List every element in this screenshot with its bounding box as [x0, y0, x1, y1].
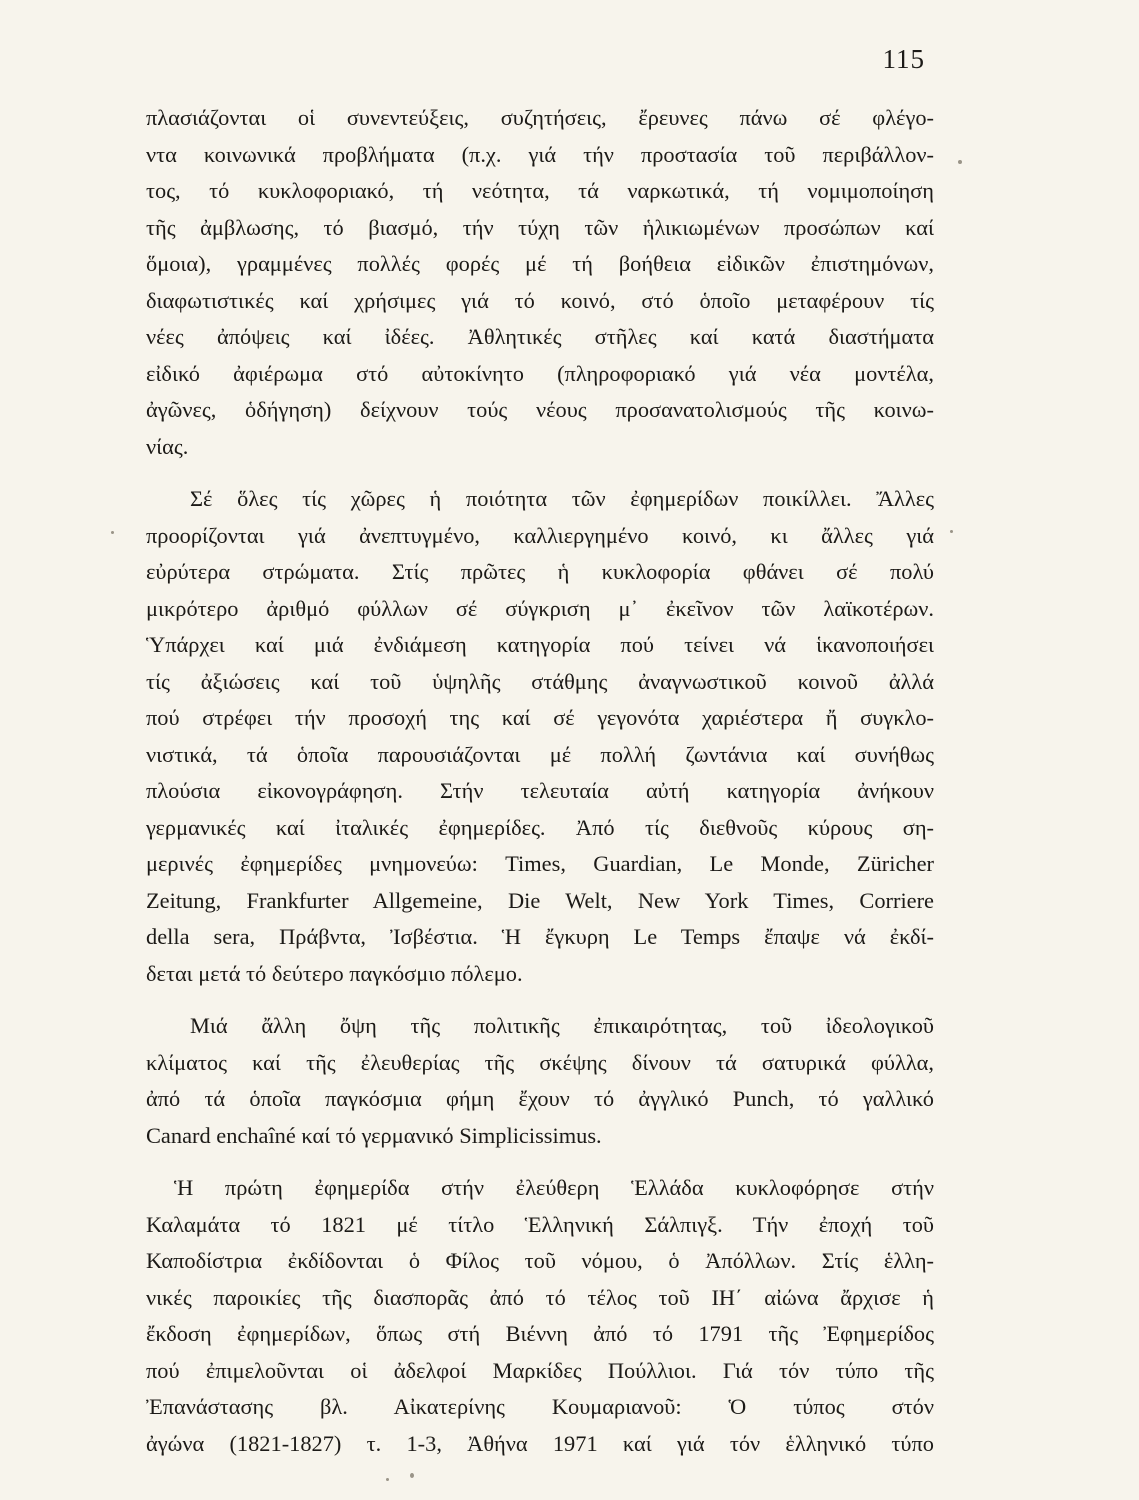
text-line: νίας.	[146, 433, 189, 459]
scan-speck	[958, 160, 962, 164]
text-line: εὐρύτερα στρώματα. Στίς πρῶτες ἡ κυκλοφορία φθάνει σέ πολύ	[146, 559, 934, 584]
paragraph-3	[146, 1008, 934, 1154]
text-line: τος, τό κυκλοφοριακό, τή νεότητα, τά ναρκωτικά, τή νομιμοποίηση	[146, 178, 934, 203]
scan-speck	[386, 1478, 389, 1481]
paragraph-2	[146, 481, 934, 992]
text-line: ντα κοινωνικά προβλήματα (π.χ. γιά τήν προστασία τοῦ περιβάλλον-	[146, 141, 934, 167]
text-line: ἀγῶνες, ὁδήγηση) δείχνουν τούς νέους προσανατολισμούς τῆς κοινω-	[146, 397, 934, 422]
text-line: Καποδίστρια ἐκδίδονται ὁ Φίλος τοῦ νόμου, ὁ Ἀπόλλων. Στίς ἑλλη-	[146, 1248, 934, 1273]
text-line: μερινές ἐφημερίδες μνημονεύω: Times, Guardian, Le Monde, Züricher	[146, 851, 934, 876]
text-line: εἰδικό ἀφιέρωμα στό αὐτοκίνητο (πληροφοριακό γιά νέα μοντέλα,	[146, 360, 934, 386]
text-line: ἀγώνα (1821-1827) τ. 1-3, Ἀθήνα 1971 καί γιά τόν ἑλληνικό τύπο	[146, 1430, 934, 1456]
paragraph-4	[146, 1170, 934, 1462]
text-line: ὅμοια), γραμμένες πολλές φορές μέ τή βοήθεια εἰδικῶν ἐπιστημόνων,	[146, 251, 934, 276]
text-line: Σέ ὅλες τίς χῶρες ἡ ποιότητα τῶν ἐφημερίδων ποικίλλει. Ἄλλες	[190, 486, 934, 511]
text-line: δεται μετά τό δεύτερο παγκόσμιο πόλεμο.	[146, 960, 523, 986]
text-line: Ἐπανάστασης βλ. Αἰκατερίνης Κουμαριανοῦ: Ὁ τύπος στόν	[146, 1394, 934, 1419]
text-line: della sera, Πράβντα, Ἰσβέστια. Ἡ ἔγκυρη Le Temps ἔπαψε νά ἐκδί-	[146, 924, 934, 949]
text-line: τῆς ἀμβλωσης, τό βιασμό, τήν τύχη τῶν ἡλικιωμένων προσώπων καί	[146, 214, 934, 240]
page-number: 115	[882, 44, 925, 74]
text-line: νικές παροικίες τῆς διασπορᾶς ἀπό τό τέλος τοῦ ΙΗ΄ αἰώνα ἄρχισε ἡ	[146, 1284, 934, 1310]
text-line: πλασιάζονται οἱ συνεντεύξεις, συζητήσεις, ἔρευνες πάνω σέ φλέγο-	[146, 105, 934, 130]
text-line: νιστικά, τά ὁποῖα παρουσιάζονται μέ πολλή ζωντάνια καί συνήθως	[146, 741, 934, 767]
paragraph-1	[146, 100, 934, 465]
text-line: Ἡ πρώτη ἐφημερίδα στήν ἐλεύθερη Ἑλλάδα κυκλοφόρησε στήν	[174, 1175, 934, 1200]
text-line: προορίζονται γιά ἀνεπτυγμένο, καλλιεργημένο κοινό, κι ἄλλες γιά	[146, 522, 934, 548]
text-line: διαφωτιστικές καί χρήσιμες γιά τό κοινό, στό ὁποῖο μεταφέρουν τίς	[146, 287, 934, 313]
text-line: Canard enchaîné καί τό γερμανικό Simplicissimus.	[146, 1122, 602, 1148]
scan-speck	[950, 530, 953, 533]
text-line: Καλαμάτα τό 1821 μέ τίτλο Ἑλληνική Σάλπιγξ. Τήν ἐποχή τοῦ	[146, 1211, 934, 1237]
text-line: πλούσια εἰκονογράφηση. Στήν τελευταία αὐτή κατηγορία ἀνήκουν	[146, 778, 934, 803]
text-line: πού στρέφει τήν προσοχή της καί σέ γεγονότα χαριέστερα ἤ συγκλο-	[146, 705, 934, 730]
text-line: νέες ἀπόψεις καί ἰδέες. Ἀθλητικές στῆλες καί κατά διαστήματα	[146, 324, 934, 349]
text-line: πού ἐπιμελοῦνται οἱ ἀδελφοί Μαρκίδες Πούλλιοι. Γιά τόν τύπο τῆς	[146, 1357, 934, 1383]
text-line: Zeitung, Frankfurter Allgemeine, Die Welt, New York Times, Corriere	[146, 887, 934, 913]
text-line: ἀπό τά ὁποῖα παγκόσμια φήμη ἔχουν τό ἀγγλικό Punch, τό γαλλικό	[146, 1086, 934, 1111]
text-line: ἔκδοση ἐφημερίδων, ὅπως στή Βιέννη ἀπό τό 1791 τῆς Ἐφημερίδος	[146, 1321, 934, 1346]
text-line: μικρότερο ἀριθμό φύλλων σέ σύγκριση μ᾽ ἐκεῖνον τῶν λαϊκοτέρων.	[146, 595, 934, 621]
text-line: Μιά ἄλλη ὄψη τῆς πολιτικῆς ἐπικαιρότητας, τοῦ ἰδεολογικοῦ	[190, 1013, 934, 1038]
text-line: Ὑπάρχει καί μιά ἐνδιάμεση κατηγορία πού τείνει νά ἱκανοποιήσει	[146, 632, 934, 657]
text-line: τίς ἀξιώσεις καί τοῦ ὑψηλῆς στάθμης ἀναγνωστικοῦ κοινοῦ ἀλλά	[146, 668, 934, 694]
scan-speck	[111, 531, 114, 534]
text-line: κλίματος καί τῆς ἐλευθερίας τῆς σκέψης δίνουν τά σατυρικά φύλλα,	[146, 1049, 934, 1075]
scan-speck	[410, 1473, 414, 1478]
text-line: γερμανικές καί ἰταλικές ἐφημερίδες. Ἀπό τίς διεθνοῦς κύρους ση-	[146, 814, 934, 840]
body-text	[146, 100, 934, 1462]
